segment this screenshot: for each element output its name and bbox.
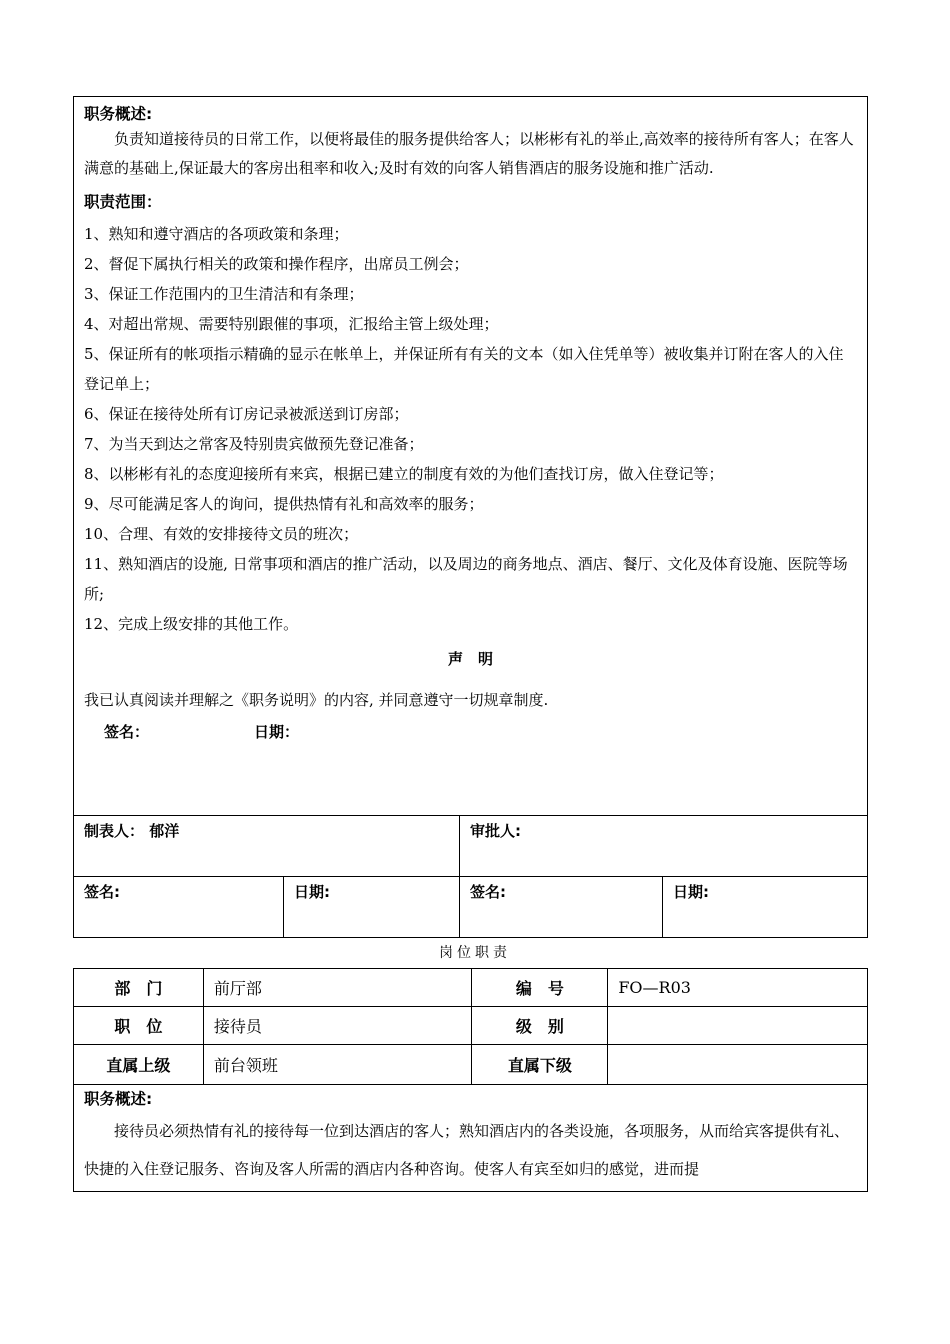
scope-list bbox=[84, 219, 857, 639]
level-label: 级 别 bbox=[472, 1007, 608, 1045]
subordinate-label: 直属下级 bbox=[472, 1045, 608, 1085]
declaration-title: 声 明 bbox=[447, 650, 493, 668]
superior-value: 前台领班 bbox=[203, 1045, 472, 1085]
maker-date-label: 日期: bbox=[294, 883, 330, 901]
declaration-sign-line bbox=[84, 719, 857, 745]
lower-overview-text: 接待员必须热情有礼的接待每一位到达酒店的客人；熟知酒店内的各类设施，各项服务，从而给宾客提供有礼、快捷的入住登记服务、咨询及客人所需的酒店内各种咨询。使客人有宾至如归的感觉，进而提 bbox=[84, 1122, 850, 1178]
position-value: 接待员 bbox=[203, 1007, 472, 1045]
superior-label: 直属上级 bbox=[74, 1045, 204, 1085]
scope-item: 7、为当天到达之常客及特别贵宾做预先登记准备； bbox=[84, 435, 424, 453]
scope-item: 9、尽可能满足客人的询问，提供热情有礼和高效率的服务； bbox=[84, 495, 484, 513]
table-row bbox=[74, 1045, 868, 1085]
lower-overview-title: 职务概述: bbox=[84, 1090, 153, 1108]
scope-item: 10、合理、有效的安排接待文员的班次； bbox=[84, 525, 359, 543]
position-label: 职 位 bbox=[74, 1007, 204, 1045]
maker-sign-label: 签名: bbox=[84, 883, 120, 901]
declaration-date-label: 日期： bbox=[254, 723, 300, 741]
approver-sign-cell bbox=[459, 876, 663, 938]
code-value: FO—R03 bbox=[608, 969, 868, 1007]
scope-item: 8、以彬彬有礼的态度迎接所有来宾，根据已建立的制度有效的为他们查找订房，做入住登记等； bbox=[84, 465, 724, 483]
maker-cell bbox=[73, 815, 460, 877]
job-description-section bbox=[73, 96, 868, 816]
scope-item: 3、保证工作范围内的卫生清洁和有条理； bbox=[84, 285, 364, 303]
scope-item: 5、保证所有的帐项指示精确的显示在帐单上，并保证所有有关的文本（如入住凭单等）被收集并订附在客人的入住登记单上； bbox=[84, 345, 844, 393]
approver-label: 审批人: bbox=[470, 822, 521, 840]
maker-date-cell bbox=[283, 876, 460, 938]
overview-text: 负责知道接待员的日常工作，以便将最佳的服务提供给客人；以彬彬有礼的举止,高效率的接待所有客人；在客人满意的基础上,保证最大的客房出租率和收入;及时有效的向客人销售酒店的服务设施和推广活动. bbox=[84, 130, 854, 177]
declaration-sign-label: 签名： bbox=[104, 723, 150, 741]
approver-sign-label: 签名: bbox=[470, 883, 506, 901]
scope-item: 2、督促下属执行相关的政策和操作程序，出席员工例会； bbox=[84, 255, 469, 273]
maker-name: 郁洋 bbox=[149, 822, 180, 840]
declaration-text: 我已认真阅读并理解之《职务说明》的内容, 并同意遵守一切规章制度. bbox=[84, 691, 549, 709]
scope-item: 1、熟知和遵守酒店的各项政策和条理； bbox=[84, 225, 349, 243]
dept-label: 部 门 bbox=[74, 969, 204, 1007]
scope-item: 4、对超出常规、需要特别跟催的事项，汇报给主管上级处理； bbox=[84, 315, 499, 333]
position-info-table bbox=[73, 968, 868, 1085]
scope-title: 职责范围： bbox=[84, 193, 162, 211]
table-row bbox=[74, 1007, 868, 1045]
maker-sign-cell bbox=[73, 876, 284, 938]
approver-cell bbox=[459, 815, 868, 877]
maker-label: 制表人： bbox=[84, 822, 145, 840]
scope-item: 12、完成上级安排的其他工作。 bbox=[84, 615, 299, 633]
code-label: 编 号 bbox=[472, 969, 608, 1007]
level-value bbox=[608, 1007, 868, 1045]
scope-item: 11、熟知酒店的设施, 日常事项和酒店的推广活动，以及周边的商务地点、酒店、餐厅、文化及体育设施、医院等场所; bbox=[84, 555, 848, 603]
subordinate-value bbox=[608, 1045, 868, 1085]
dept-value: 前厅部 bbox=[203, 969, 472, 1007]
overview-title: 职务概述: bbox=[84, 105, 153, 123]
document-caption: 岗位职责 bbox=[439, 945, 511, 961]
approver-date-cell bbox=[662, 876, 868, 938]
table-row bbox=[74, 969, 868, 1007]
lower-overview-section bbox=[73, 1082, 868, 1192]
scope-item: 6、保证在接待处所有订房记录被派送到订房部； bbox=[84, 405, 409, 423]
approver-date-label: 日期: bbox=[673, 883, 709, 901]
